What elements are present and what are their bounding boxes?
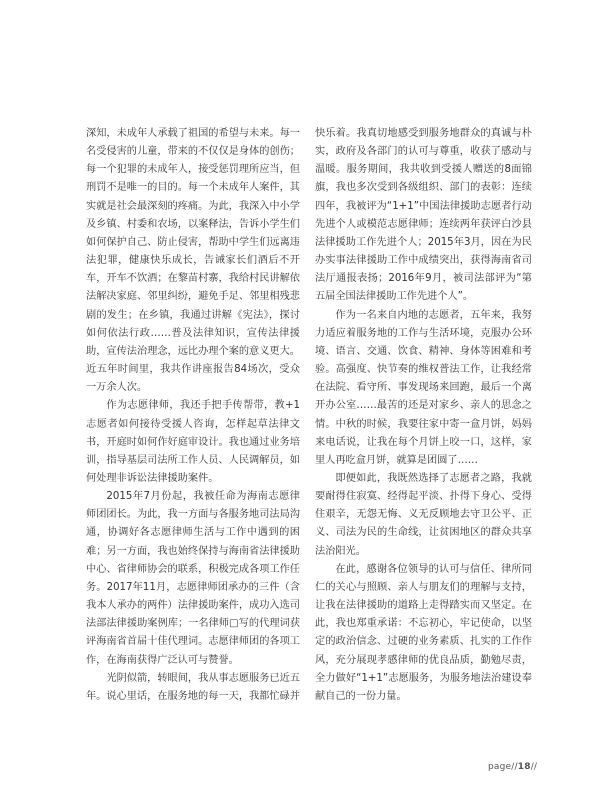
paragraph: 2015年7月份起，我被任命为海南志愿律师团团长。为此，我一方面与各服务地司法局沟通，协调好各志愿律师生活与工作中遇到的困难；另一方面，我也始终保持与海南省法律援助中心、省律师协会的联系，积极完成各项工作任务。2017年11月，志愿律师团承办的三件（含我本人承办的两件）法律援助案件，成功入选司法部法律援助案例库；一名律师□写的代理词获评海南省首届十佳代理词。志愿律师团的各项工作，在海南获得广泛认可与赞誉。: [86, 491, 300, 666]
page-number: [488, 762, 537, 772]
left-column: [86, 125, 300, 706]
paragraph: 即便如此，我既然选择了志愿者之路，我就要耐得住寂寞、经得起平淡、扑得下身心、受得住艰辛，无怨无悔、义无反顾地去守卫公平、正义、司法为民的生命线，让贫困地区的群众共享法治阳光。: [315, 472, 532, 557]
paragraph: 作为志愿律师，我还手把手传帮带，教+1志愿者如何接待受援人咨询，怎样起草法律文书，开庭时如何作好庭审设计。我也通过业务培训，指导基层司法所工作人员、人民调解员，如何处理非诉讼法律援助案件。: [86, 400, 300, 484]
page-number-suffix: //: [530, 762, 538, 772]
paragraph: 快乐着。我真切地感受到服务地群众的真诚与朴实，政府及各部门的认可与尊重，收获了感动与温暖。服务期间，我共收到受援人赠送的8面锦旗，我也多次受到各级组织、部门的表彰：连续四年，我被评为“1+1”中国法律援助志愿者行动先进个人或模范志愿律师；连续两年获评白沙县法律援助工作先进个人；2015年3月，因在为民办实事法律援助工作中成绩突出，获得海南省司法厅通报表扬；2016年9月，被司法部评为“第五届全国法律援助工作先进个人”。: [315, 128, 532, 303]
paragraph: 光阴似箭，转眼间，我从事志愿服务已近五年。说心里话，在服务地的每一天，我都忙碌并: [86, 672, 300, 702]
paragraph: 在此，感谢各位领导的认可与信任、律所同仁的关心与照顾、亲人与朋友们的理解与支持，让我在法律援助的道路上走得踏实而又坚定。在此，我也郑重承诺：不忘初心，牢记使命，以坚定的政治信念、过硬的业务素质、扎实的工作作风，充分展现孝感律师的优良品质，勤勉尽责，全力做好“1+1”志愿服务，为服务地法治建设奉献自己的一份力量。: [315, 563, 532, 702]
page-number-value: 18: [517, 762, 531, 772]
page-number-prefix: page//: [488, 762, 518, 772]
paragraph: 作为一名来自内地的志愿者，五年来，我努力适应着服务地的工作与生活环境，克服办公环境、语言、交通、饮食、精神、身体等困难和考验。高强度、快节奏的维权普法工作，让我经常在法院、看守所、事发现场来回跑，最后一个离开办公室……最苦的还是对家乡、亲人的思念之情。中秋的时候，我要往家中寄一盒月饼，妈妈来电话说，让我在每个月饼上咬一口，这样，家里人再吃盒月饼，就算是团圆了……: [315, 309, 532, 466]
paragraph: 深知，未成年人承载了祖国的希望与未来。每一名受侵害的儿童，带来的不仅仅是身体的创伤；每一个犯罪的未成年人，接受惩罚理所应当，但刑罚不是唯一的目的。每一个未成年人案件，其实就是社会最深刻的疼痛。为此，我深入中小学及乡镇、村委和农场，以案释法，告诉小学生们如何保护自己、防止侵害，帮助中学生们远离违法犯罪，健康快乐成长，告诫家长们酒后不开车，开车不饮酒；在黎苗村寨，我给村民讲解依法解决家庭、邻里纠纷，避免手足、邻里相残悲剧的发生；在乡镇，我通过讲解《宪法》，探讨如何依法行政……普及法律知识，宣传法律援助，宣传法治理念，远比办理个案的意义更大。近五年时间里，我共作讲座报告84场次，受众一万余人次。: [86, 128, 300, 394]
right-column: [315, 125, 532, 706]
